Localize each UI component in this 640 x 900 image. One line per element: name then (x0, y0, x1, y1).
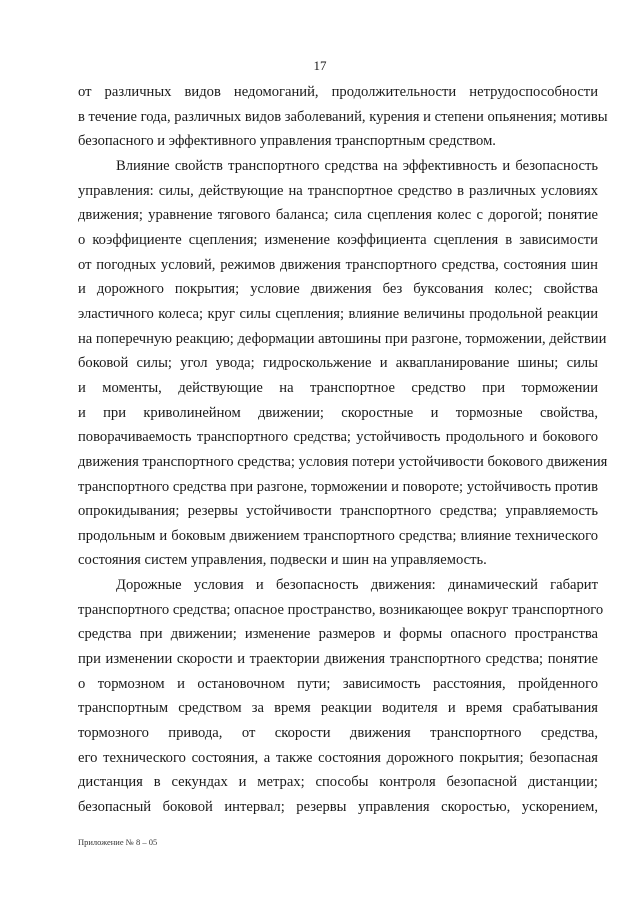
page-number: 17 (313, 58, 327, 73)
text-line: в течение года, различных видов заболеваний, курения и степени опьянения; мотивы (78, 108, 608, 125)
text-line: боковой силы; угол увода; гидроскольжение и аквапланирование шины; силы (78, 355, 598, 372)
text-line: поворачиваемость транспортного средства; устойчивость продольного и бокового (78, 429, 598, 446)
paragraph-1 (78, 80, 608, 154)
text-line: движения транспортного средства; условия потери устойчивости бокового движения (78, 453, 608, 470)
text-line: транспортного средства при разгоне, торможении и повороте; устойчивость против (78, 478, 598, 495)
paragraph-3 (78, 573, 604, 820)
page-footer: Приложение № 8 – 05 (78, 837, 158, 847)
text-line: транспортного средства; опасное пространство, возникающее вокруг транспортного (78, 601, 604, 618)
text-line: при изменении скорости и траектории движения транспортного средства; понятие (78, 651, 598, 668)
text-line: состояния систем управления, подвески и шин на управляемость. (78, 552, 487, 569)
text-line: и моменты, действующие на транспортное средство при торможении (78, 379, 598, 396)
text-line: управления: силы, действующие на транспортное средство в различных условиях (78, 182, 598, 199)
text-line: и дорожного покрытия; условие движения без буксования колес; свойства (78, 281, 598, 298)
paragraph-2 (78, 154, 608, 573)
text-line: безопасного и эффективного управления транспортным средством. (78, 133, 496, 150)
text-line: движения; уравнение тягового баланса; сила сцепления колес с дорогой; понятие (78, 207, 598, 224)
text-line: дистанция в секундах и метрах; способы контроля безопасной дистанции; (78, 774, 598, 791)
text-line: эластичного колеса; круг силы сцепления; влияние величины продольной реакции (78, 305, 598, 322)
text-line: на поперечную реакцию; деформации автошины при разгоне, торможении, действии (78, 330, 607, 347)
text-line: безопасный боковой интервал; резервы управления скоростью, ускорением, (78, 799, 598, 816)
text-line: опрокидывания; резервы устойчивости транспортного средства; управляемость (78, 503, 598, 520)
text-line: транспортным средством за время реакции водителя и время срабатывания (78, 700, 598, 717)
text-line: Влияние свойств транспортного средства на эффективность и безопасность (116, 157, 598, 174)
text-line: Дорожные условия и безопасность движения: динамический габарит (116, 577, 598, 594)
text-line: от погодных условий, режимов движения транспортного средства, состояния шин (78, 256, 598, 273)
body-text (78, 80, 608, 820)
text-line: от различных видов недомоганий, продолжительности нетрудоспособности (78, 84, 598, 100)
text-line: тормозного привода, от скорости движения транспортного средства, (78, 725, 598, 742)
text-line: о тормозном и остановочном пути; зависимость расстояния, пройденного (78, 675, 598, 692)
text-line: о коэффициенте сцепления; изменение коэффициента сцепления в зависимости (78, 231, 598, 248)
text-line: средства при движении; изменение размеров и формы опасного пространства (78, 626, 598, 643)
text-line: и при криволинейном движении; скоростные и тормозные свойства, (78, 404, 598, 421)
text-line: продольным и боковым движением транспортного средства; влияние технического (78, 527, 598, 544)
text-line: его технического состояния, а также состояния дорожного покрытия; безопасная (78, 749, 598, 766)
